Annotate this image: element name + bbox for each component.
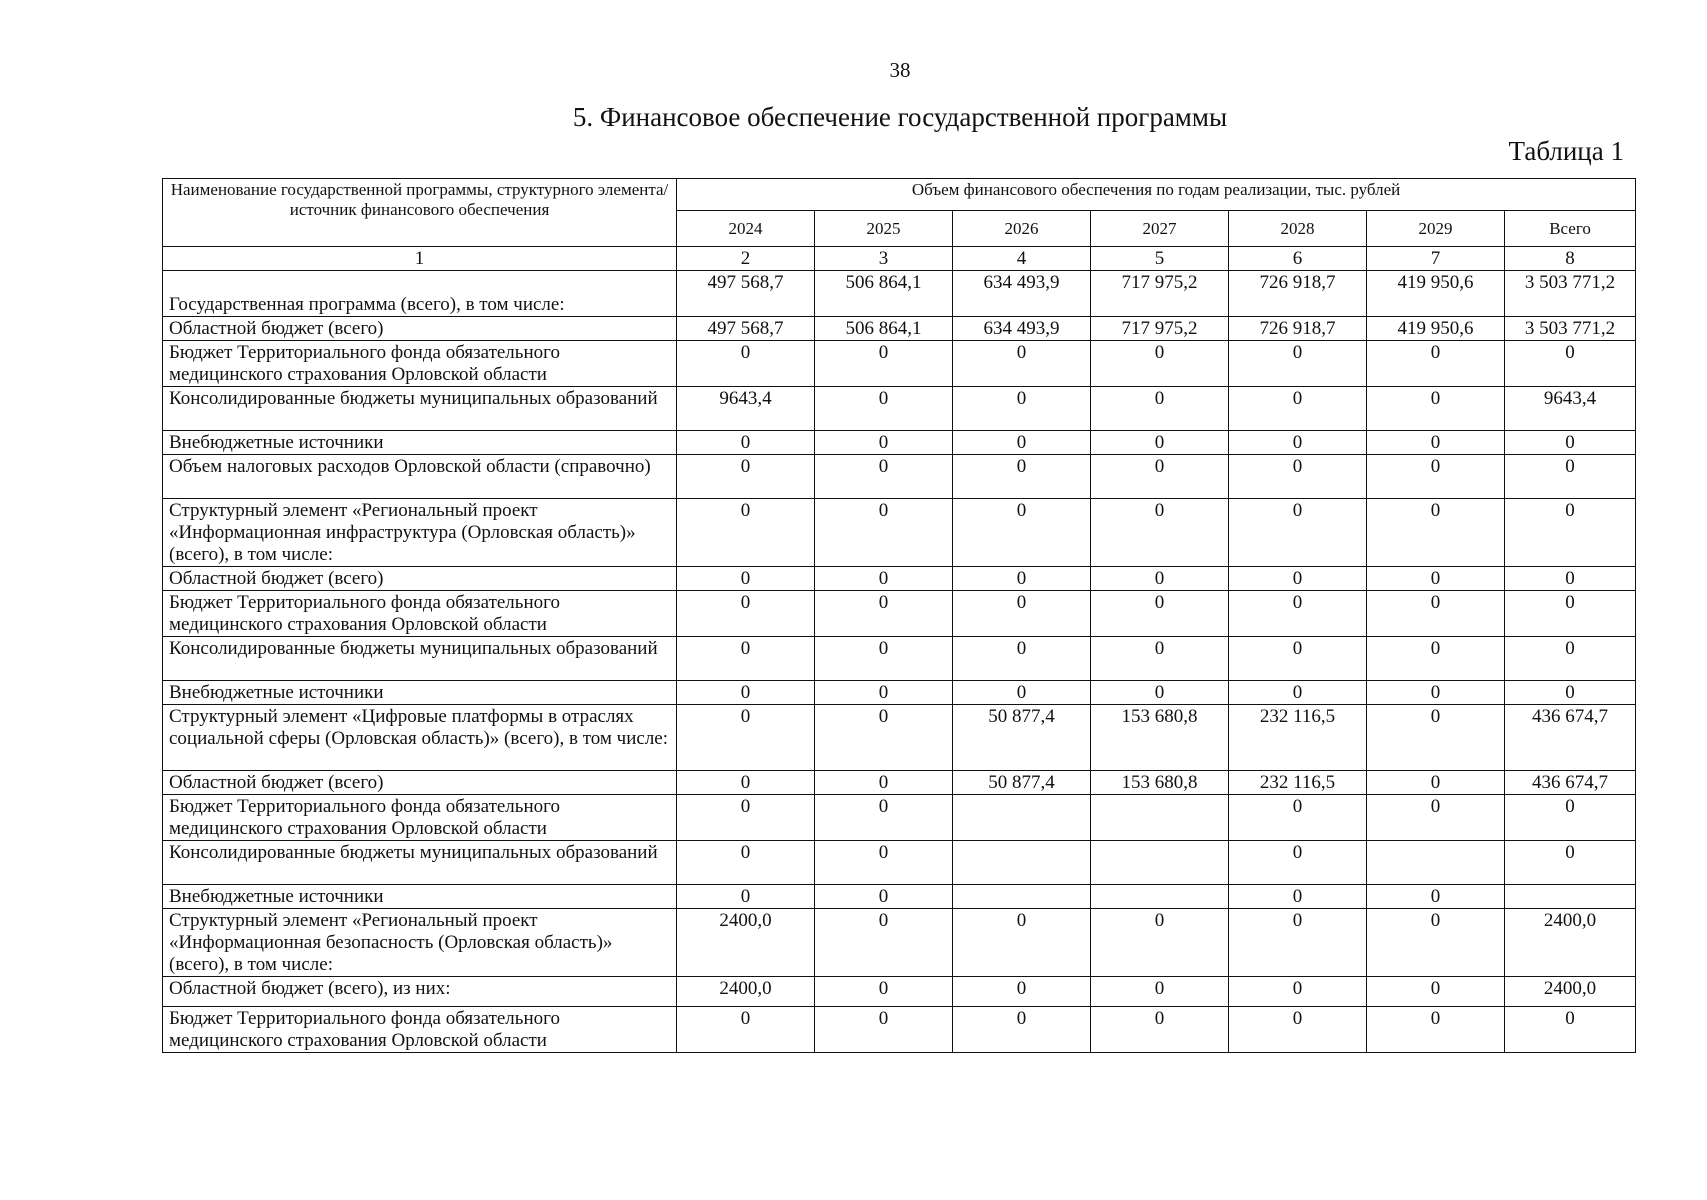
table-caption: Таблица 1	[1508, 136, 1624, 166]
header-year: 2024	[677, 211, 815, 247]
row-value: 0	[815, 431, 953, 455]
row-value: 3 503 771,2	[1505, 271, 1636, 317]
table-row	[163, 341, 1636, 387]
row-value: 2400,0	[1505, 909, 1636, 977]
row-value: 0	[953, 341, 1091, 387]
row-value	[953, 885, 1091, 909]
row-value: 0	[815, 499, 953, 567]
table-row	[163, 637, 1636, 681]
row-value: 0	[815, 841, 953, 885]
row-value: 0	[677, 499, 815, 567]
row-name: Объем налоговых расходов Орловской области (справочно)	[163, 455, 677, 499]
row-value: 0	[1229, 885, 1367, 909]
header-total: Всего	[1505, 211, 1636, 247]
row-value: 0	[953, 637, 1091, 681]
row-value: 0	[677, 341, 815, 387]
row-value: 0	[815, 387, 953, 431]
row-value: 50 877,4	[953, 705, 1091, 771]
row-value: 0	[677, 567, 815, 591]
row-value: 0	[953, 591, 1091, 637]
header-year: 2029	[1367, 211, 1505, 247]
row-value: 0	[1229, 795, 1367, 841]
row-value: 0	[1229, 431, 1367, 455]
column-number: 8	[1505, 247, 1636, 271]
row-value: 0	[1229, 637, 1367, 681]
row-value: 0	[677, 1007, 815, 1053]
row-value: 3 503 771,2	[1505, 317, 1636, 341]
column-number: 6	[1229, 247, 1367, 271]
column-number: 3	[815, 247, 953, 271]
row-value: 0	[1091, 341, 1229, 387]
row-value: 0	[1229, 341, 1367, 387]
row-value: 717 975,2	[1091, 271, 1229, 317]
row-value: 0	[1229, 681, 1367, 705]
row-value: 419 950,6	[1367, 317, 1505, 341]
row-value	[1091, 795, 1229, 841]
row-name: Внебюджетные источники	[163, 431, 677, 455]
row-value: 232 116,5	[1229, 705, 1367, 771]
row-value: 50 877,4	[953, 771, 1091, 795]
row-name: Областной бюджет (всего)	[163, 317, 677, 341]
financing-table	[162, 178, 1636, 1053]
row-name: Внебюджетные источники	[163, 681, 677, 705]
row-value: 0	[815, 795, 953, 841]
row-value: 0	[1091, 387, 1229, 431]
row-value: 0	[815, 637, 953, 681]
row-value: 0	[815, 1007, 953, 1053]
column-number: 5	[1091, 247, 1229, 271]
row-value: 232 116,5	[1229, 771, 1367, 795]
row-value: 0	[1367, 909, 1505, 977]
row-value	[1091, 841, 1229, 885]
header-volume-column: Объем финансового обеспечения по годам реализации, тыс. рублей	[677, 179, 1636, 211]
row-value: 0	[1229, 841, 1367, 885]
row-value: 0	[677, 885, 815, 909]
row-value: 9643,4	[1505, 387, 1636, 431]
row-value: 0	[953, 387, 1091, 431]
row-value: 0	[953, 977, 1091, 1007]
row-value: 0	[677, 681, 815, 705]
header-year: 2026	[953, 211, 1091, 247]
row-name: Консолидированные бюджеты муниципальных образований	[163, 387, 677, 431]
row-value: 0	[815, 885, 953, 909]
row-value: 0	[1367, 567, 1505, 591]
row-value: 0	[1091, 909, 1229, 977]
row-value: 419 950,6	[1367, 271, 1505, 317]
row-value: 0	[1091, 591, 1229, 637]
row-value: 0	[1367, 455, 1505, 499]
row-value	[1505, 885, 1636, 909]
row-value: 0	[1505, 567, 1636, 591]
row-value: 0	[677, 705, 815, 771]
row-value: 0	[1367, 977, 1505, 1007]
row-value: 0	[1367, 795, 1505, 841]
row-value: 0	[1229, 977, 1367, 1007]
row-value: 0	[677, 455, 815, 499]
row-name: Консолидированные бюджеты муниципальных образований	[163, 637, 677, 681]
row-value: 0	[1091, 681, 1229, 705]
table-row	[163, 771, 1636, 795]
row-value: 0	[1505, 431, 1636, 455]
row-value: 0	[1091, 1007, 1229, 1053]
row-name: Структурный элемент «Региональный проект «Информационная инфраструктура (Орловская область)» (всего), в том числе:	[163, 499, 677, 567]
row-value: 2400,0	[677, 977, 815, 1007]
row-value: 0	[1367, 771, 1505, 795]
row-value: 726 918,7	[1229, 271, 1367, 317]
row-value: 0	[1505, 795, 1636, 841]
row-value: 0	[815, 455, 953, 499]
row-value: 0	[677, 795, 815, 841]
row-value: 0	[953, 455, 1091, 499]
row-value: 0	[815, 977, 953, 1007]
header-year: 2028	[1229, 211, 1367, 247]
table-row	[163, 1007, 1636, 1053]
row-value: 497 568,7	[677, 271, 815, 317]
row-name: Бюджет Территориального фонда обязательного медицинского страхования Орловской области	[163, 1007, 677, 1053]
row-value: 0	[1229, 455, 1367, 499]
table-row	[163, 977, 1636, 1007]
row-value: 2400,0	[677, 909, 815, 977]
row-value: 0	[1229, 567, 1367, 591]
row-value: 0	[1091, 637, 1229, 681]
row-value: 0	[815, 567, 953, 591]
table-row	[163, 499, 1636, 567]
row-name: Областной бюджет (всего)	[163, 567, 677, 591]
table-row	[163, 431, 1636, 455]
header-year: 2027	[1091, 211, 1229, 247]
row-value: 0	[953, 909, 1091, 977]
row-value: 0	[953, 431, 1091, 455]
page-title: 5. Финансовое обеспечение государственной программы	[572, 102, 1228, 132]
row-value: 0	[953, 681, 1091, 705]
column-number: 4	[953, 247, 1091, 271]
row-name: Бюджет Территориального фонда обязательного медицинского страхования Орловской области	[163, 591, 677, 637]
row-value: 0	[1367, 499, 1505, 567]
row-value: 0	[1505, 637, 1636, 681]
table-row	[163, 317, 1636, 341]
row-value: 0	[1229, 909, 1367, 977]
row-value: 0	[1367, 1007, 1505, 1053]
row-name: Внебюджетные источники	[163, 885, 677, 909]
column-number: 7	[1367, 247, 1505, 271]
row-value: 9643,4	[677, 387, 815, 431]
row-value	[953, 795, 1091, 841]
row-value: 0	[1091, 499, 1229, 567]
row-value: 0	[1505, 455, 1636, 499]
row-value: 0	[815, 771, 953, 795]
column-number: 2	[677, 247, 815, 271]
row-value: 0	[1229, 499, 1367, 567]
row-value: 0	[677, 431, 815, 455]
row-value: 0	[1091, 431, 1229, 455]
row-value: 0	[1229, 1007, 1367, 1053]
row-name: Бюджет Территориального фонда обязательного медицинского страхования Орловской области	[163, 341, 677, 387]
row-value: 0	[815, 681, 953, 705]
row-value	[1091, 885, 1229, 909]
row-value: 0	[1367, 637, 1505, 681]
table-row	[163, 271, 1636, 317]
row-value: 506 864,1	[815, 317, 953, 341]
row-value	[1367, 841, 1505, 885]
row-value: 0	[1367, 705, 1505, 771]
row-value: 0	[1505, 591, 1636, 637]
row-value: 0	[1367, 885, 1505, 909]
row-value: 634 493,9	[953, 271, 1091, 317]
row-value: 0	[953, 567, 1091, 591]
table-row	[163, 567, 1636, 591]
row-value: 0	[677, 591, 815, 637]
row-value: 0	[1091, 977, 1229, 1007]
row-value: 0	[1367, 341, 1505, 387]
table-row	[163, 909, 1636, 977]
table-row	[163, 591, 1636, 637]
row-value: 0	[953, 1007, 1091, 1053]
header-name-column: Наименование государственной программы, структурного элемента/источник финансового обеспечения	[163, 179, 677, 247]
table-row	[163, 885, 1636, 909]
row-value	[953, 841, 1091, 885]
row-value: 0	[815, 341, 953, 387]
row-value: 0	[1505, 1007, 1636, 1053]
row-name: Структурный элемент «Региональный проект «Информационная безопасность (Орловская область)» (всего), в том числе:	[163, 909, 677, 977]
row-value: 0	[815, 591, 953, 637]
row-value: 726 918,7	[1229, 317, 1367, 341]
page-number: 38	[889, 58, 911, 82]
table-row	[163, 681, 1636, 705]
row-value: 0	[1505, 499, 1636, 567]
row-value: 0	[1505, 841, 1636, 885]
row-value: 0	[1367, 681, 1505, 705]
row-value: 0	[1091, 455, 1229, 499]
row-value: 634 493,9	[953, 317, 1091, 341]
table-row	[163, 387, 1636, 431]
row-value: 0	[1091, 567, 1229, 591]
row-value: 0	[1367, 387, 1505, 431]
row-value: 0	[815, 705, 953, 771]
table-row	[163, 705, 1636, 771]
header-year: 2025	[815, 211, 953, 247]
row-value: 436 674,7	[1505, 705, 1636, 771]
row-name: Областной бюджет (всего), из них:	[163, 977, 677, 1007]
row-value: 153 680,8	[1091, 705, 1229, 771]
row-value: 0	[815, 909, 953, 977]
row-name: Государственная программа (всего), в том числе:	[163, 271, 677, 317]
row-name: Структурный элемент «Цифровые платформы в отраслях социальной сферы (Орловская область)» (всего), в том числе:	[163, 705, 677, 771]
row-value: 436 674,7	[1505, 771, 1636, 795]
table-row	[163, 455, 1636, 499]
row-name: Консолидированные бюджеты муниципальных образований	[163, 841, 677, 885]
row-value: 2400,0	[1505, 977, 1636, 1007]
row-value: 0	[1229, 591, 1367, 637]
table-row	[163, 795, 1636, 841]
row-value: 0	[1505, 341, 1636, 387]
row-value: 0	[677, 637, 815, 681]
row-value: 0	[677, 771, 815, 795]
row-value: 0	[1229, 387, 1367, 431]
column-number: 1	[163, 247, 677, 271]
table-row	[163, 841, 1636, 885]
row-value: 497 568,7	[677, 317, 815, 341]
row-value: 717 975,2	[1091, 317, 1229, 341]
row-value: 506 864,1	[815, 271, 953, 317]
row-value: 153 680,8	[1091, 771, 1229, 795]
row-value: 0	[1367, 431, 1505, 455]
row-value: 0	[953, 499, 1091, 567]
row-name: Бюджет Территориального фонда обязательного медицинского страхования Орловской области	[163, 795, 677, 841]
row-value: 0	[1505, 681, 1636, 705]
row-value: 0	[1367, 591, 1505, 637]
row-name: Областной бюджет (всего)	[163, 771, 677, 795]
row-value: 0	[677, 841, 815, 885]
